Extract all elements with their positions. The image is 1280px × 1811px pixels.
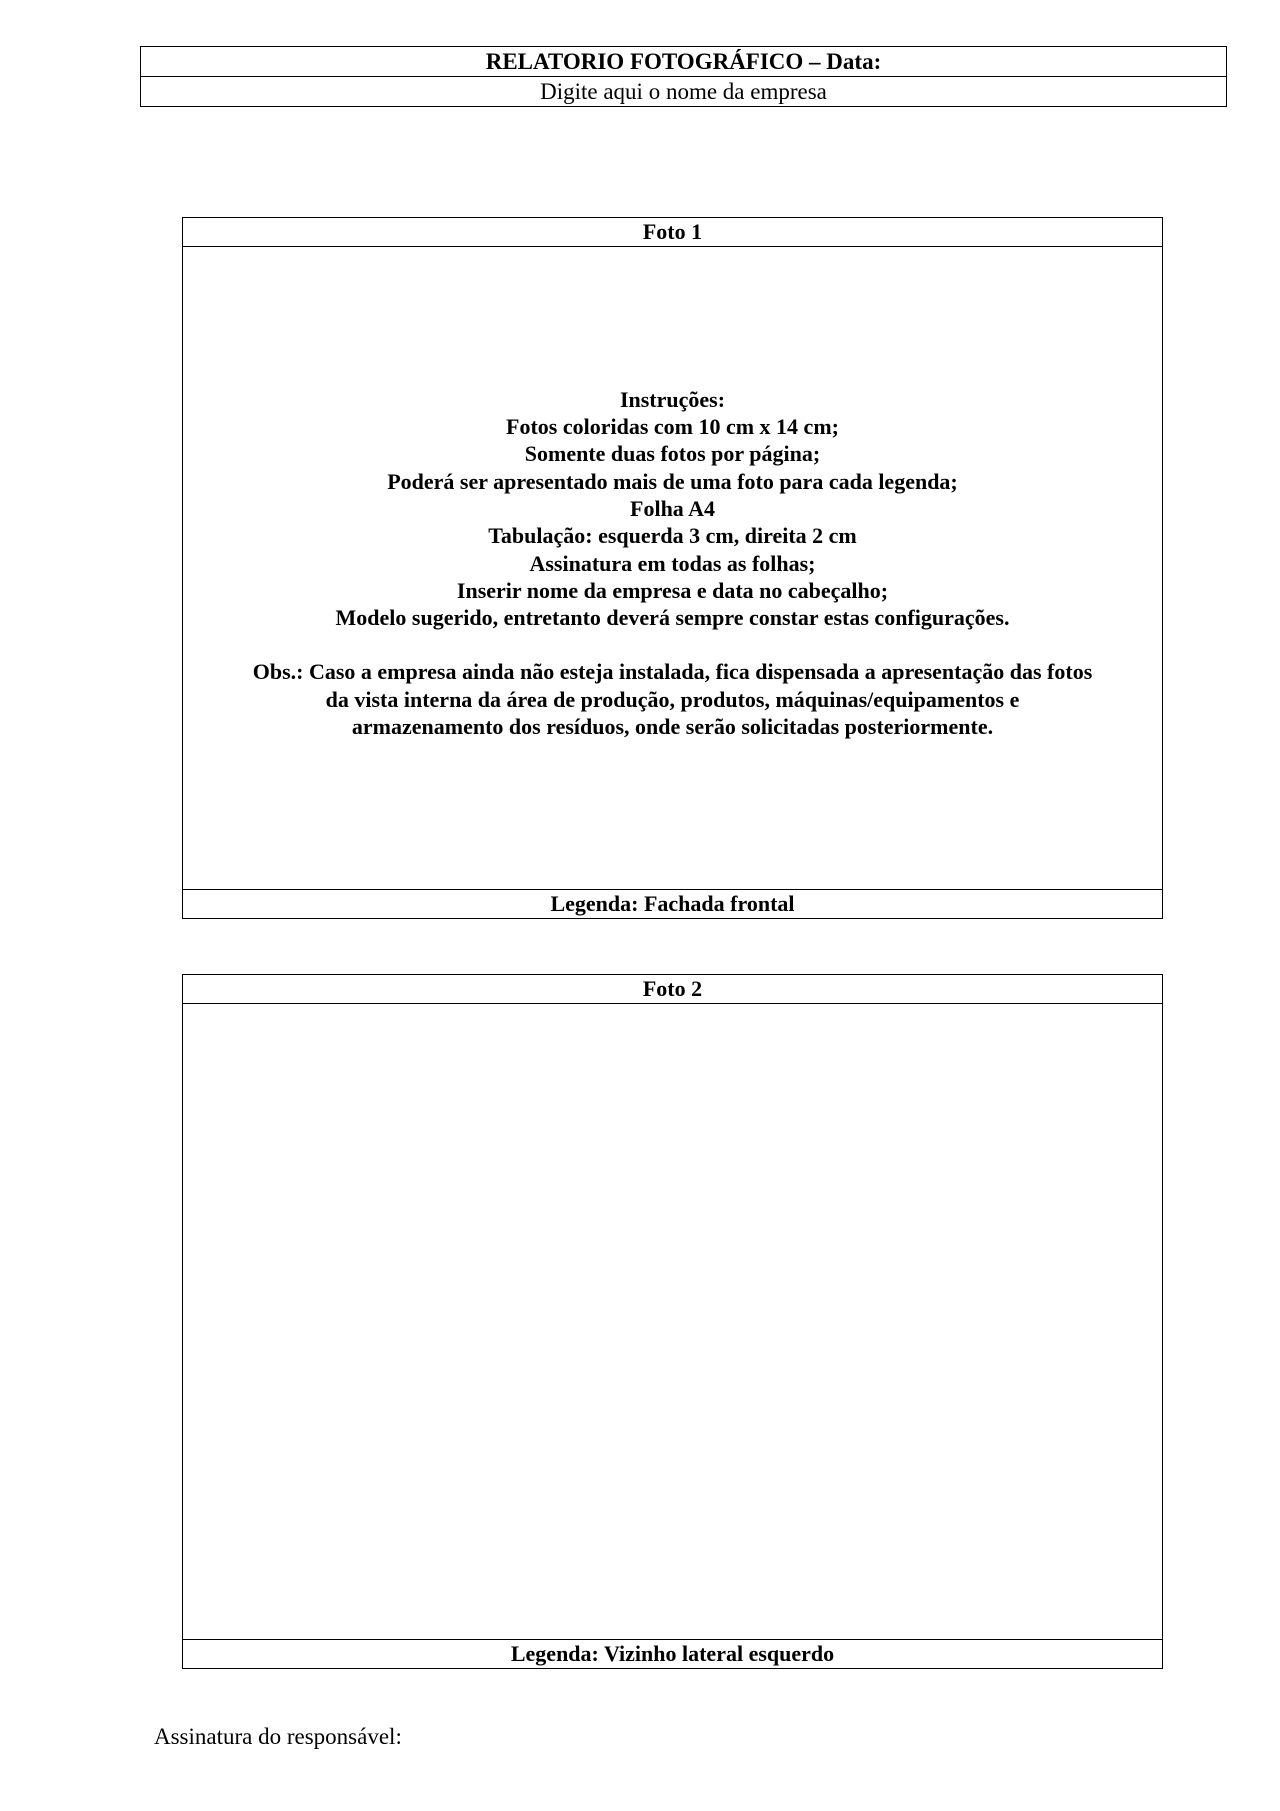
- photo-1-frame: [182, 217, 1163, 919]
- instructions-heading: Instruções:: [619, 386, 726, 412]
- company-name-field[interactable]: Digite aqui o nome da empresa: [141, 77, 1227, 107]
- signature-label: Assinatura do responsável:: [154, 1724, 402, 1749]
- photo-1-title: Foto 1: [183, 218, 1162, 247]
- obs-line: da vista interna da área de produção, produtos, máquinas/equipamentos e: [325, 686, 1020, 712]
- report-title: RELATORIO FOTOGRÁFICO – Data:: [141, 47, 1227, 77]
- report-header: [140, 46, 1227, 107]
- obs-line: armazenamento dos resíduos, onde serão solicitadas posteriormente.: [351, 713, 994, 739]
- instructions-block: [235, 386, 1111, 741]
- instruction-line: Modelo sugerido, entretanto deverá sempre constar estas configurações.: [335, 605, 1010, 631]
- instruction-line: Folha A4: [630, 495, 715, 521]
- photo-1-caption: Legenda: Fachada frontal: [183, 889, 1162, 918]
- photo-2-area[interactable]: [183, 1004, 1162, 1639]
- photo-2-caption: Legenda: Vizinho lateral esquerdo: [183, 1639, 1162, 1668]
- photo-2-frame: [182, 974, 1163, 1669]
- instruction-line: Assinatura em todas as folhas;: [529, 550, 816, 576]
- instruction-line: Inserir nome da empresa e data no cabeçalho;: [456, 577, 889, 603]
- instruction-line: Tabulação: esquerda 3 cm, direita 2 cm: [488, 523, 857, 549]
- instructions-spacer: [253, 631, 1093, 658]
- instruction-line: Fotos coloridas com 10 cm x 14 cm;: [506, 414, 839, 440]
- obs-line: Obs.: Caso a empresa ainda não esteja instalada, fica dispensada a apresentação das fotos: [252, 659, 1093, 685]
- photo-1-area[interactable]: [183, 247, 1162, 889]
- photo-2-title: Foto 2: [183, 975, 1162, 1004]
- instruction-line: Somente duas fotos por página;: [524, 441, 821, 467]
- instruction-line: Poderá ser apresentado mais de uma foto para cada legenda;: [387, 468, 958, 494]
